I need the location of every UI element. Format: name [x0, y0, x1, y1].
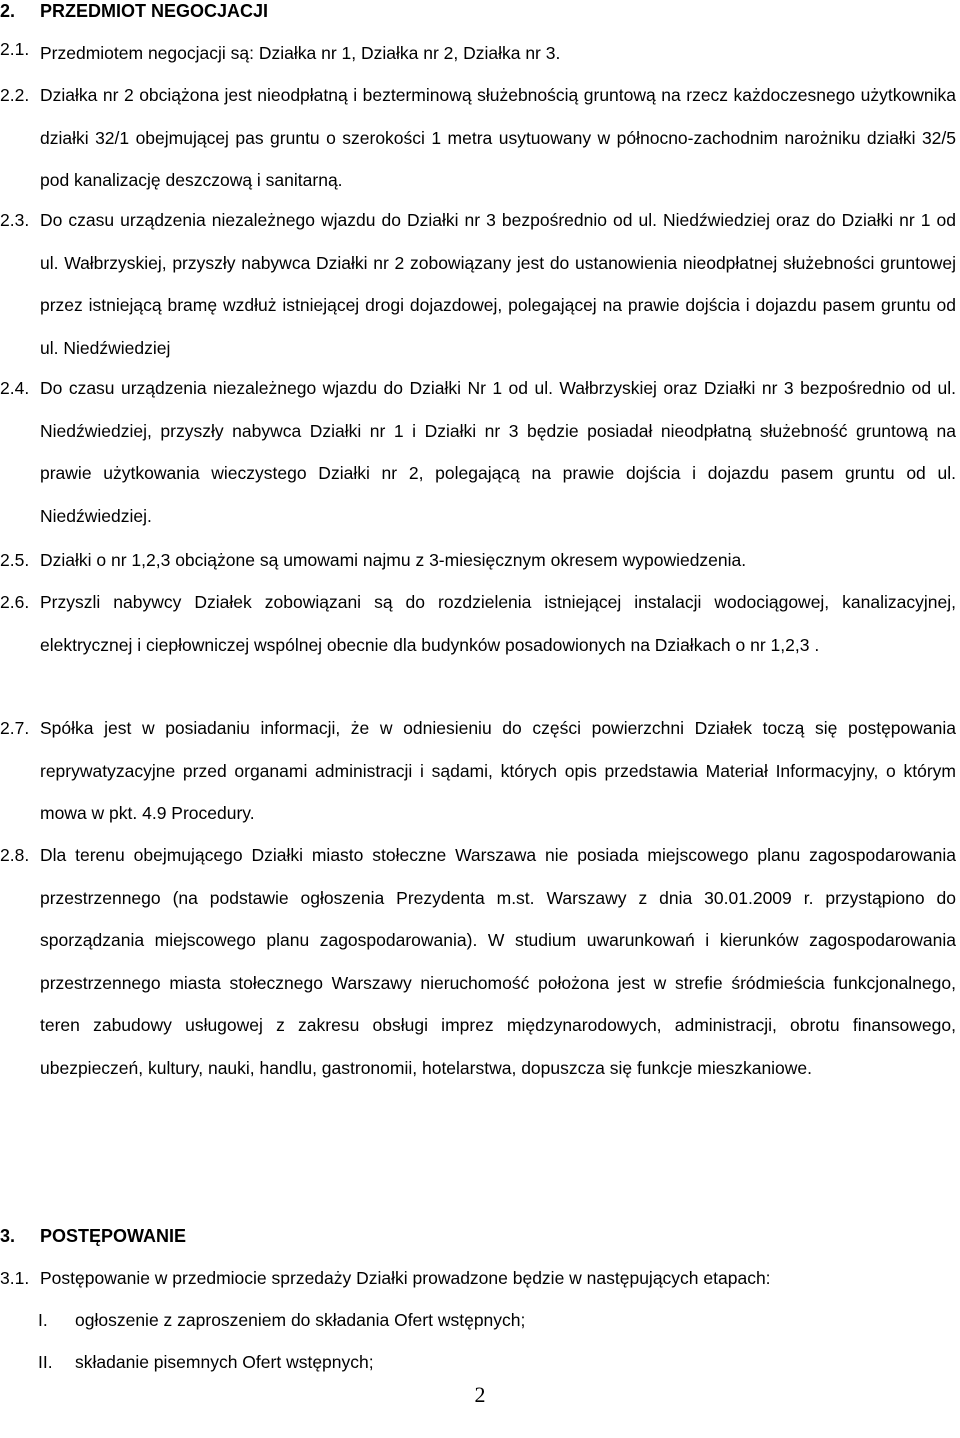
paragraph-2-3 [0, 199, 956, 369]
paragraph-number: 3.1. [0, 1268, 30, 1288]
paragraph-2-1 [0, 32, 956, 75]
paragraph-2-8 [0, 834, 956, 1089]
paragraph-2-4 [0, 367, 956, 537]
stage-number: II. [38, 1352, 53, 1372]
paragraph-text: Dla terenu obejmującego Działki miasto stołeczne Warszawa nie posiada miejscowego planu zagospodarowania przestrzennego (na podstawie ogłoszenia Prezydenta m.st. Warszawy z dnia 30.01.2009 r. przystąpiono do sporządzania miejscowego planu zagospodarowania). W studium uwarunkowań i kierunków zagospodarowania przestrzennego miasta stołecznego Warszawy nieruchomość położona jest w strefie śródmieścia funkcjonalnego, teren zabudowy usługowej z zakresu obsługi imprez międzynarodowych, administracji, obrotu finansowego, ubezpieczeń, kultury, nauki, handlu, gastronomii, hotelarstwa, dopuszcza się funkcje mieszkaniowe. [40, 845, 956, 1078]
paragraph-number: 2.1. [0, 39, 30, 59]
section-number: 2. [0, 1, 16, 21]
stage-item [38, 1310, 525, 1331]
paragraph-number: 2.7. [0, 718, 30, 738]
paragraph-text: Działki o nr 1,2,3 obciążone są umowami najmu z 3-miesięcznym okresem wypowiedzenia. [40, 550, 747, 570]
paragraph-3-1 [0, 1257, 956, 1300]
paragraph-text: Przedmiotem negocjacji są: Działka nr 1, Działka nr 2, Działka nr 3. [40, 43, 561, 63]
paragraph-text: Spółka jest w posiadaniu informacji, że w odniesieniu do części powierzchni Działek toczą się postępowania reprywatyzacyjne przed organami administracji i sądami, których opis przedstawia Materiał Informacyjny, o którym mowa w pkt. 4.9 Procedury. [40, 718, 956, 823]
paragraph-number: 2.3. [0, 210, 30, 230]
section-title: POSTĘPOWANIE [40, 1226, 187, 1246]
paragraph-text: Działka nr 2 obciążona jest nieodpłatną i bezterminową służebnością gruntową na rzecz każdoczesnego użytkownika działki 32/1 obejmującej pas gruntu o szerokości 1 metra usytuowany w północno-zachodnim narożniku działki 32/5 pod kanalizację deszczową i sanitarną. [40, 85, 956, 190]
page-number: 2 [474, 1382, 486, 1407]
paragraph-text: Do czasu urządzenia niezależnego wjazdu do Działki nr 3 bezpośrednio od ul. Niedźwiedziej oraz do Działki nr 1 od ul. Wałbrzyskiej, przyszły nabywca Działki nr 2 zobowiązany jest do ustanowienia nieodpłatnej służebności gruntowej przez istniejącą bramę wzdłuż istniejącej drogi dojazdowej, polegającej na prawie dojścia i dojazdu pasem gruntu od ul. Niedźwiedziej [40, 210, 956, 358]
paragraph-2-5 [0, 539, 956, 582]
stage-number: I. [38, 1310, 48, 1330]
stage-text: składanie pisemnych Ofert wstępnych; [75, 1352, 374, 1372]
section-title: PRZEDMIOT NEGOCJACJI [40, 1, 269, 21]
stage-item [38, 1352, 374, 1373]
section-3-heading [0, 1226, 186, 1247]
paragraph-2-2 [0, 74, 956, 202]
paragraph-2-7 [0, 707, 956, 835]
paragraph-2-6 [0, 581, 956, 666]
paragraph-text: Postępowanie w przedmiocie sprzedaży Działki prowadzone będzie w następujących etapach: [40, 1268, 771, 1288]
section-number: 3. [0, 1226, 16, 1246]
paragraph-number: 2.2. [0, 85, 30, 105]
section-2-heading [0, 1, 268, 22]
paragraph-number: 2.8. [0, 845, 30, 865]
paragraph-number: 2.5. [0, 550, 30, 570]
paragraph-number: 2.6. [0, 592, 30, 612]
paragraph-text: Przyszli nabywcy Działek zobowiązani są do rozdzielenia istniejącej instalacji wodociągowej, kanalizacyjnej, elektrycznej i ciepłowniczej wspólnej obecnie dla budynków posadowionych na Działkach o nr 1,2,3 . [40, 592, 956, 655]
stage-text: ogłoszenie z zaproszeniem do składania Ofert wstępnych; [75, 1310, 526, 1330]
paragraph-number: 2.4. [0, 378, 30, 398]
paragraph-text: Do czasu urządzenia niezależnego wjazdu do Działki Nr 1 od ul. Wałbrzyskiej oraz Działki nr 3 bezpośrednio od ul. Niedźwiedziej, przyszły nabywca Działki nr 1 i Działki nr 3 będzie posiadał nieodpłatną służebność gruntową na prawie użytkowania wieczystego Działki nr 2, polegającą na prawie dojścia i dojazdu pasem gruntu od ul. Niedźwiedziej. [40, 378, 956, 526]
